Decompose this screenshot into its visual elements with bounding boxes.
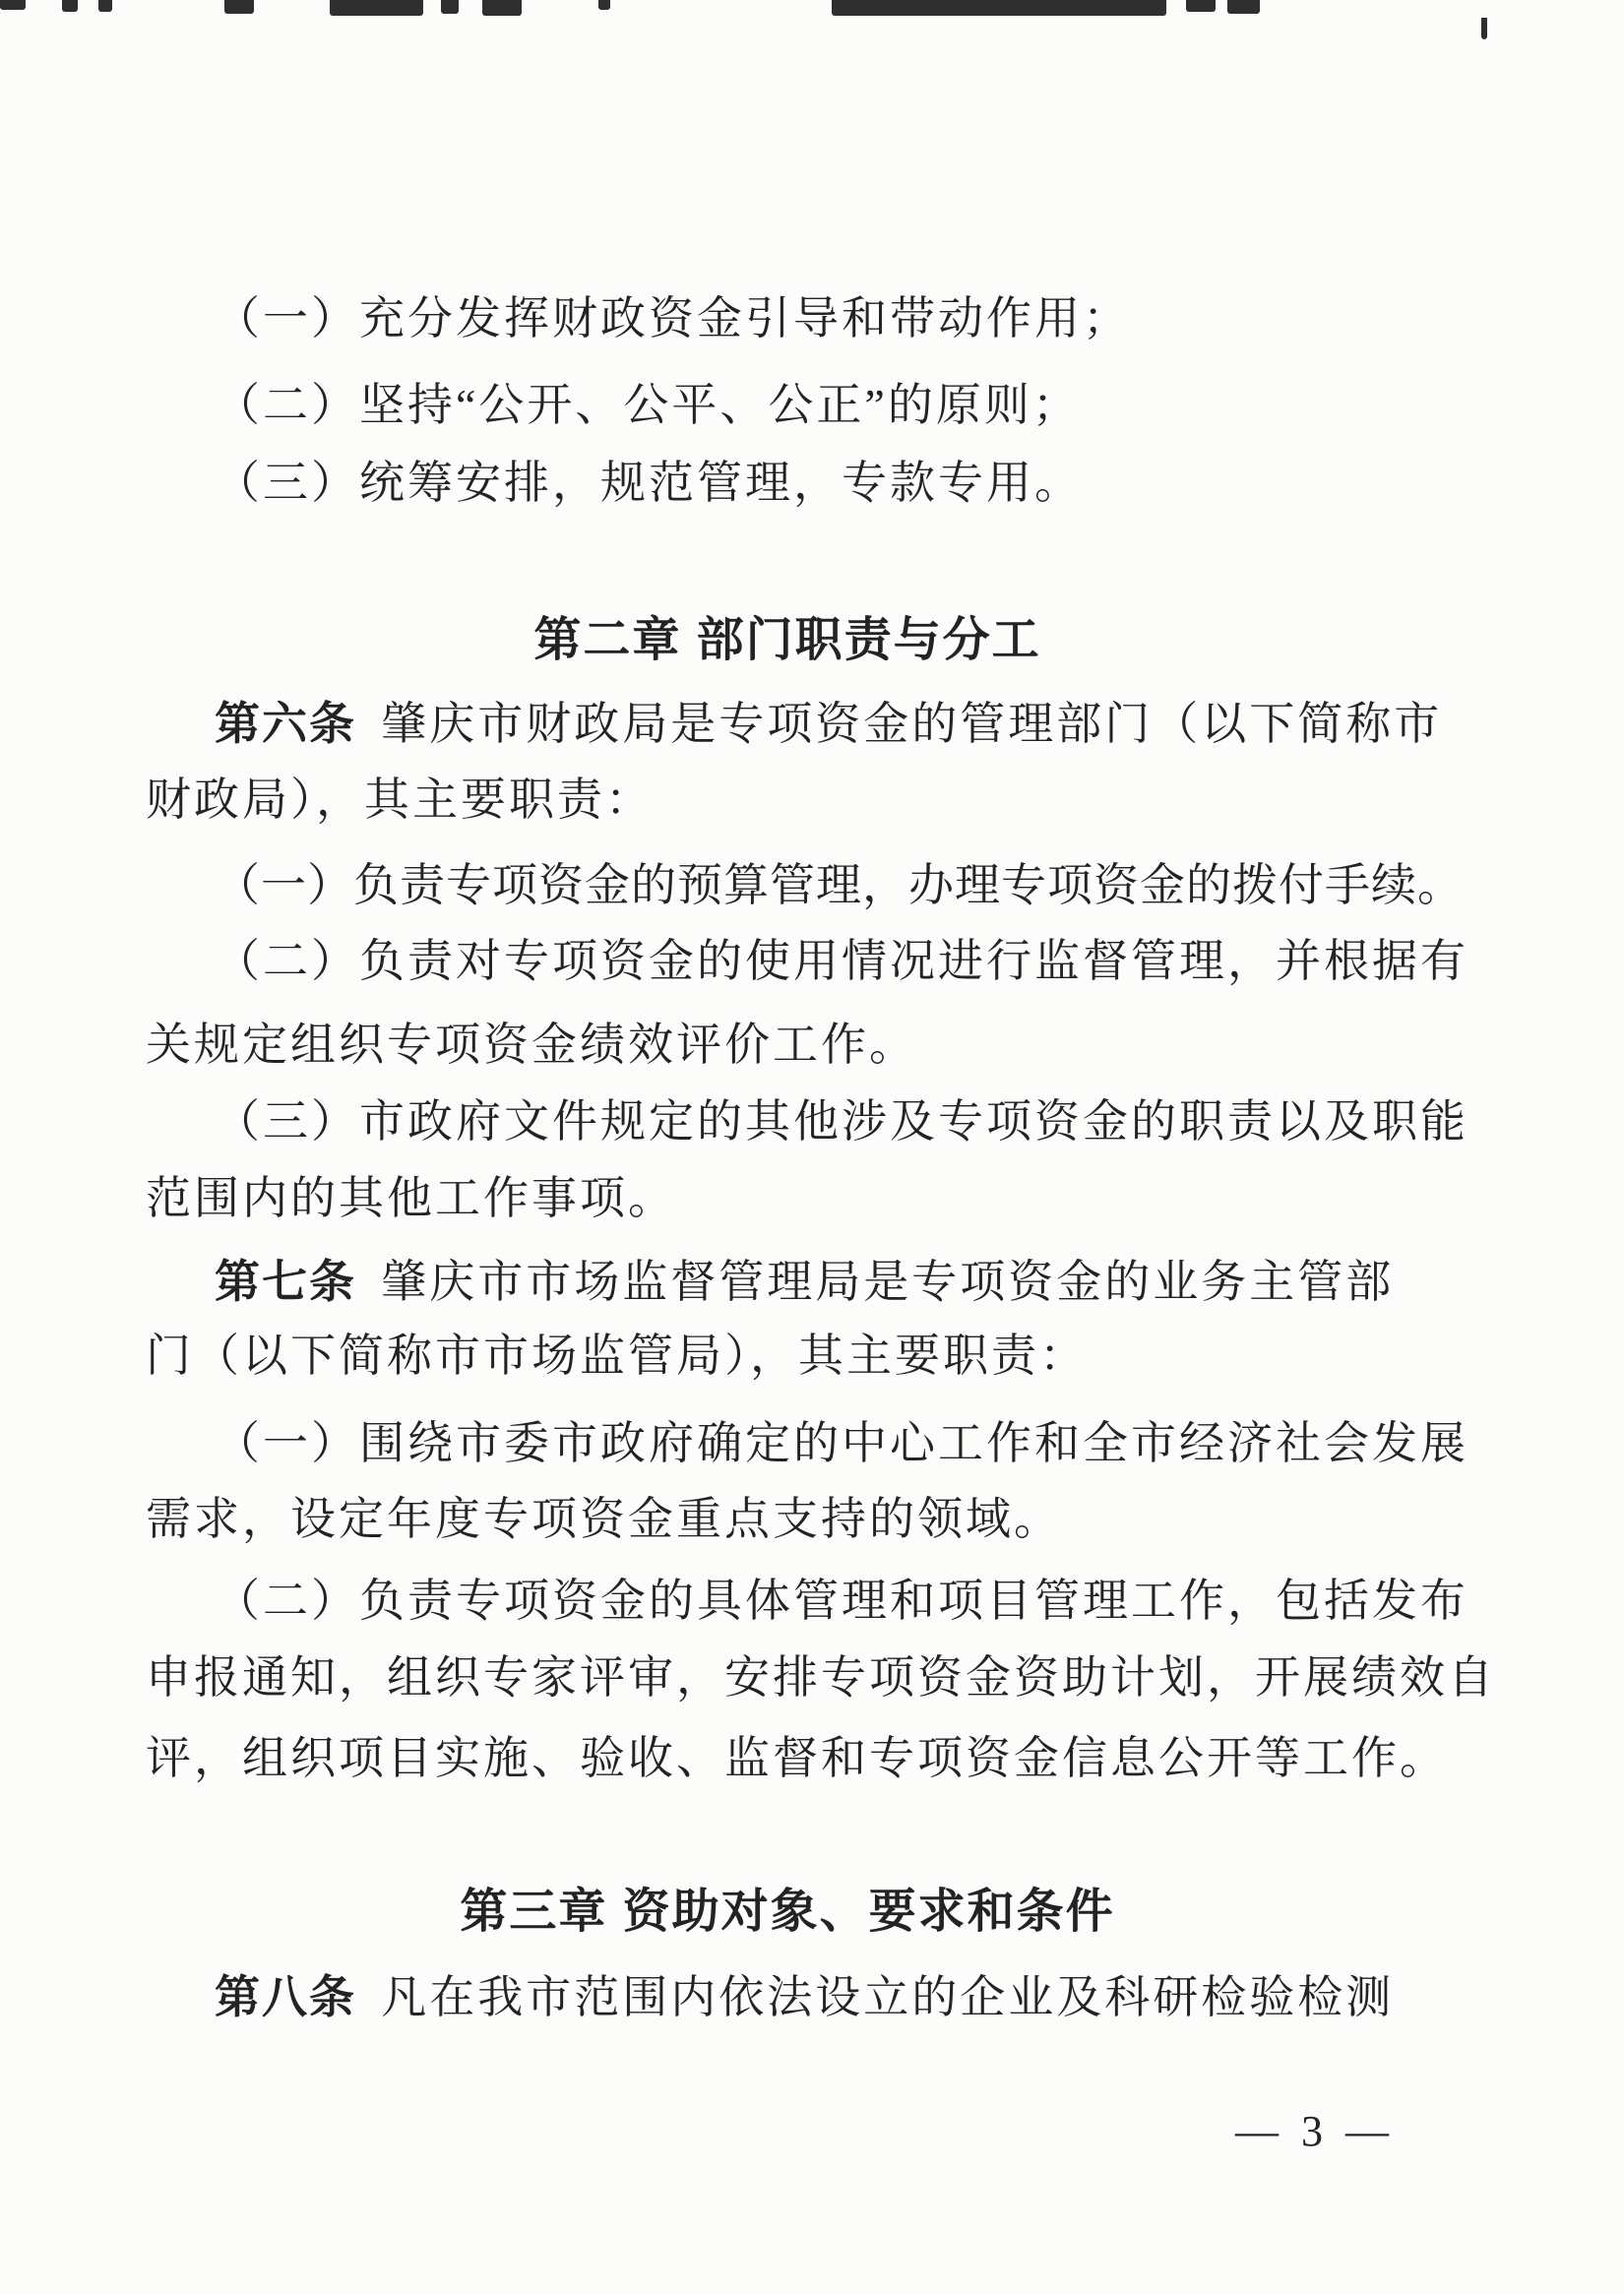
body-line: （三）统筹安排，规范管理，专款专用。 [215,458,1083,508]
chapter-heading: 第二章 部门职责与分工 [533,614,1041,666]
body-line: （三）市政府文件规定的其他涉及专项资金的职责以及职能 [215,1096,1468,1147]
body-line: （一）负责专项资金的预算管理，办理专项资金的拨付手续。 [215,860,1464,910]
scan-artifact [832,0,1166,16]
body-line: 关规定组织专项资金绩效评价工作。 [146,1020,917,1070]
body-line: （二）负责对专项资金的使用情况进行监督管理，并根据有 [215,936,1468,986]
article-line [215,1253,1573,1311]
scan-artifact [1481,18,1487,39]
scan-artifact [1227,0,1260,14]
body-line: 财政局），其主要职责： [146,775,654,825]
article-text: 肇庆市财政局是专项资金的管理部门（以下简称市 [381,699,1443,749]
body-line: （二）负责专项资金的具体管理和项目管理工作，包括发布 [215,1576,1468,1626]
scan-artifact [330,0,423,16]
body-line: 门（以下简称市市场监管局），其主要职责： [146,1331,1088,1381]
article-text: 凡在我市范围内依法设立的企业及科研检验检测 [381,1972,1395,2022]
scan-artifact [598,0,610,10]
body-line: （二）坚持“公开、公平、公正”的原则； [215,380,1081,430]
article-line [215,1968,1573,2026]
body-line: （一）充分发挥财政资金引导和带动作用； [215,293,1131,343]
scan-artifact [441,0,459,14]
article-text: 肇庆市市场监督管理局是专项资金的业务主管部 [381,1257,1395,1307]
article-number: 第七条 [215,1256,356,1307]
body-line: 需求，设定年度专项资金重点支持的领域。 [146,1494,1062,1544]
body-line: 申报通知，组织专家评审，安排专项资金资助计划，开展绩效自 [146,1652,1496,1703]
scan-artifact [1186,0,1216,12]
scan-artifact [98,0,112,12]
body-line: 范围内的其他工作事项。 [146,1173,676,1223]
scan-artifact [0,0,26,10]
scan-artifact [224,0,254,14]
article-line [215,695,1573,753]
scan-artifact [482,0,522,16]
scan-artifact [62,0,78,12]
page-number: — 3 — [1235,2107,1395,2155]
chapter-heading: 第三章 资助对象、要求和条件 [460,1886,1115,1938]
article-number: 第八条 [215,1971,356,2022]
article-number: 第六条 [215,698,356,749]
body-line: （一）围绕市委市政府确定的中心工作和全市经济社会发展 [215,1418,1468,1468]
body-line: 评，组织项目实施、验收、监督和专项资金信息公开等工作。 [146,1733,1448,1783]
